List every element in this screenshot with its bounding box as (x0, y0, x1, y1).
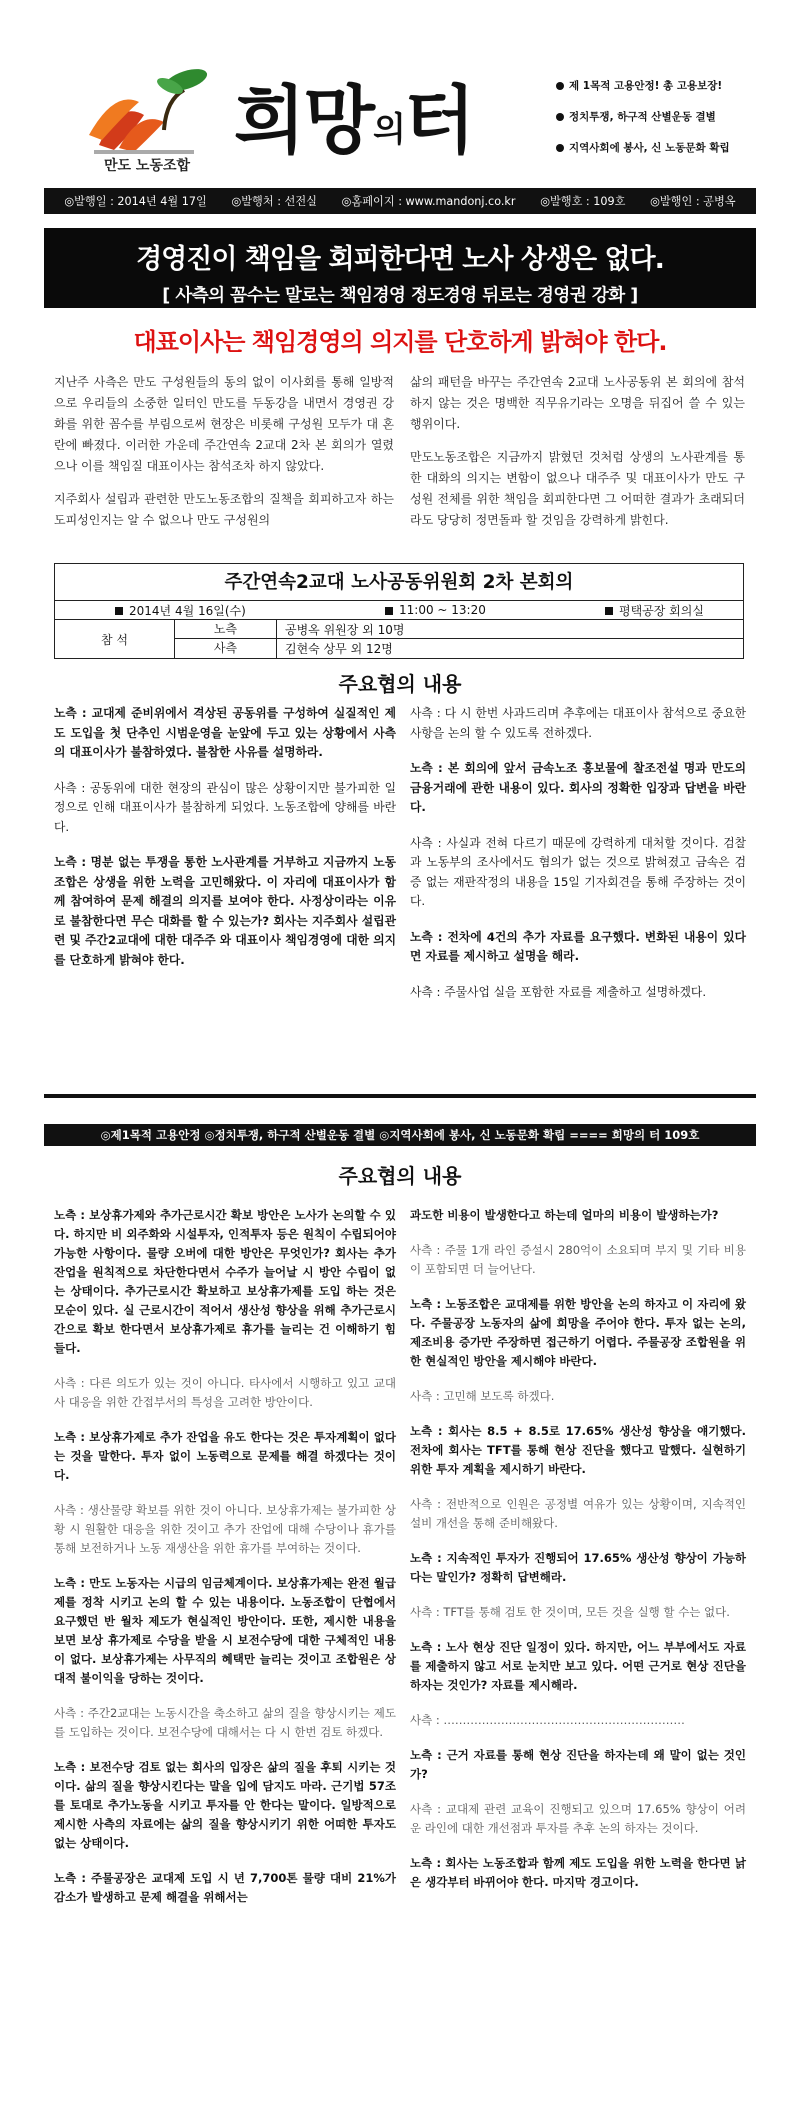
headline: 경영진이 책임을 회피한다면 노사 상생은 없다. (136, 244, 664, 275)
bullet-icon (115, 607, 123, 615)
union-statement: 노측 : 회사는 8.5 + 8.5로 17.65% 생산성 향상을 얘기했다. 전차에 회사는 TFT를 통해 현상 진단을 했다고 말했다. 실현하기 위한 투자 계획을 제시하기 바란다. (410, 1424, 746, 1476)
meeting-info-box (54, 563, 744, 659)
paragraph: 지난주 사측은 만도 구성원들의 동의 없이 이사회를 통해 일방적으로 우리들의 소중한 일터인 만도를 두동강을 내면서 경영권 강화를 위한 꼼수를 부림으로써 현장은 비롯해 구성원 모두가 대 혼란에 빠졌다. 이러한 가운데 주간연속 2교대 2차 본 회의가 열렸으나 이를 책임질 대표이사는 참석조차 하지 않았다. (54, 375, 394, 473)
union-statement: 노측 : 보상휴가제와 추가근로시간 확보 방안은 노사가 논의할 수 있다. 하지만 비 외주화와 시설투자, 인적투자 등은 원칙이 수립되어야 가능한 사항이다. 물량 오버에 대한 방안은 무엇인가? 회사는 추가 잔업을 원칙적으로 차단한다면서 수주가 늘어날 시 방안 수립이 없는 상태이다. 추가근로시간 확보하고 보상휴가제를 도입 하는 것은 모순이 있다. 실 근로시간이 적어서 생산성 향상을 위해 추가근로시간으로 확보 한다면서 보상휴가제로 휴가를 늘리는 건 이해하기 힘들다. (54, 1208, 396, 1355)
union-statement: 노측 : 근거 자료를 통해 현상 진단을 하자는데 왜 말이 없는 것인가? (410, 1748, 746, 1781)
title-part-1: 희망 (234, 78, 373, 164)
section-title: 주요협의 내용 (338, 672, 462, 696)
company-statement: 사측 : 다른 의도가 있는 것이 아니다. 타사에서 시행하고 있고 교대사 대응을 위한 간접부서의 특성을 고려한 방안이다. (54, 1376, 396, 1409)
page-footer-bar: ◎제1목적 고용안정 ◎정치투쟁, 하구적 산별운동 결별 ◎지역사회에 봉사, 신 노동문화 확립 ==== 희망의 터 109호 (44, 1124, 756, 1146)
section1-left-column (54, 704, 396, 986)
slogan-item: 지역사회에 봉사, 신 노동문화 확립 (556, 140, 756, 155)
company-statement: 사측 : ……………………………………………………… (410, 1713, 685, 1727)
paragraph: 삶의 패턴을 바꾸는 주간연속 2교대 노사공동위 본 회의에 참석하지 않는 것은 명백한 직무유기라는 오명을 뒤집어 쓸 수 있는 행위이다. (410, 375, 745, 431)
union-statement: 노측 : 회사는 노동조합과 함께 제도 도입을 위한 노력을 한다면 낡은 생각부터 바뀌어야 한다. 마지막 경고이다. (410, 1856, 746, 1889)
attendee-row: 노측 공병옥 위원장 외 10명 (175, 620, 743, 639)
homepage-link[interactable]: ◎홈페이지 : www.mandonj.co.kr (341, 195, 516, 208)
bullet-icon (556, 82, 564, 90)
union-statement: 노측 : 보전수당 검토 없는 회사의 입장은 삶의 질을 후퇴 시키는 것이다. 삶의 질을 향상시킨다는 말을 입에 담지도 마라. 근기법 57조를 토대로 추가노동을 시키고 투자를 안 한다는 말이다. 일방적으로 제시한 사측의 자료에는 삶의 질을 향상시키기 위한 어떠한 투자도 없는 상태이다. (54, 1760, 396, 1850)
union-statement: 노측 : 전차에 4건의 추가 자료를 요구했다. 변화된 내용이 있다면 자료를 제시하고 설명을 해라. (410, 929, 746, 963)
slogan-list (556, 78, 756, 171)
publisher: ◎발행처 : 선전실 (231, 195, 317, 208)
company-statement: 사측 : 교대제 관련 교육이 진행되고 있으며 17.65% 향상이 어려운 라인에 대한 개선점과 투자를 추후 논의 하자는 것이다. (410, 1802, 746, 1835)
attendees-block (55, 620, 743, 658)
company-statement: 사측 : 주물 1개 라인 증설시 280억이 소요되며 부지 및 기타 비용이 포함되면 더 늘어난다. (410, 1243, 746, 1276)
slogan-item: 정치투쟁, 하구적 산별운동 결별 (556, 109, 756, 124)
paragraph: 지주회사 설립과 관련한 만도노동조합의 질책을 회피하고자 하는 도피성인지는 알 수 없으나 만도 구성원의 (54, 492, 394, 527)
intro-left-column (54, 372, 394, 543)
masthead (44, 50, 756, 188)
union-statement: 노측 : 노사 현상 진단 일정이 있다. 하지만, 어느 부부에서도 자료를 제출하지 않고 서로 눈치만 보고 있다. 어떤 근거로 현상 진단을 하자는 것인가? 자료를 제시해라. (410, 1640, 746, 1692)
headline-subline: [ 사측의 꼼수는 말로는 책임경영 정도경영 뒤로는 경영권 강화 ] (162, 286, 638, 306)
company-statement: 사측 : 생산물량 확보를 위한 것이 아니다. 보상휴가제는 불가피한 상황 시 원활한 대응을 위한 것이고 추가 잔업에 대해 수당이나 휴가를 통해 보전하거나 노동 재생산을 위한 휴가를 부여하는 것이다. (54, 1503, 396, 1555)
union-logo (74, 60, 234, 170)
meeting-place: 평택공장 회의실 (619, 603, 704, 618)
newsletter-title (234, 62, 473, 168)
meeting-schedule-row (55, 601, 743, 620)
union-statement: 노측 : 본 회의에 앞서 금속노조 홍보물에 찰조전설 명과 만도의 금융거래에 관한 내용이 있다. 회사의 정확한 입장과 답변을 바란다. (410, 761, 746, 814)
union-statement: 노측 : 노동조합은 교대제를 위한 방안을 논의 하자고 이 자리에 왔다. 주물공장 노동자의 삶에 희망을 주어야 한다. 투자 없는 논의, 제조비용 증가만 주장하면 접근하기 어렵다. 주물공장 조합원을 위한 현실적인 방안을 제시해야 바란다. (410, 1297, 746, 1368)
meeting-title: 주간연속2교대 노사공동위원회 2차 본회의 (55, 564, 743, 601)
union-statement: 노측 : 지속적인 투자가 진행되어 17.65% 생산성 향상이 가능하다는 말인가? 정확히 답변해라. (410, 1551, 746, 1584)
section-title: 주요협의 내용 (338, 1164, 462, 1188)
title-part-3: 터 (403, 78, 474, 164)
meeting-date: 2014년 4월 16일(수) (129, 603, 246, 618)
publish-date: ◎발행일 : 2014년 4월 17일 (64, 195, 207, 208)
headline-banner (44, 228, 756, 308)
union-statement: 노측 : 만도 노동자는 시급의 임금체계이다. 보상휴가제는 완전 월급제를 정착 시키고 논의 할 수 있는 내용이다. 노동조합이 단협에서 요구했던 반 월차 제도가 현실적인 방안이다. 또한, 제시한 내용을 보면 보상 휴가제로 수당을 받을 시 보전수당에 대한 구체적인 내용이 없다. 보상휴가제는 사무직의 혜택만 늘리는 것이고 조합원은 상대적 불이익을 당하는 것이다. (54, 1576, 396, 1685)
attendees-label: 참 석 (55, 620, 175, 658)
bullet-icon (556, 113, 564, 121)
union-statement: 노측 : 주물공장은 교대제 도입 시 년 7,700톤 물량 대비 21%가 감소가 발생하고 문제 해결을 위해서는 (54, 1871, 396, 1904)
bullet-icon (556, 144, 564, 152)
title-part-2: 의 (372, 110, 404, 150)
company-statement: 사측 : 고민해 보도록 하겠다. (410, 1389, 555, 1403)
red-subheadline: 대표이사는 책임경영의 의지를 단호하게 밝혀야 한다. (133, 328, 667, 356)
union-statement: 노측 : 보상휴가제로 추가 잔업을 유도 한다는 것은 투자계획이 없다는 것을 말한다. 투자 없이 노동력으로 문제를 해결 하겠다는 것이다. (54, 1430, 396, 1482)
page-divider (44, 1094, 756, 1098)
company-statement: 사측 : 주물사업 실을 포함한 자료를 제출하고 설명하겠다. (410, 984, 707, 999)
union-statement: 노측 : 명분 없는 투쟁을 통한 노사관계를 거부하고 지금까지 노동조합은 상생을 위한 노력을 고민해왔다. 이 자리에 대표이사가 함께 참여하여 문제 해결의 의지를 보여야 한다. 사정상이라는 이유로 불참한다면 무슨 대화를 할 수 있는가? 회사는 지주회사 설립관련 및 주간2교대에 대한 대주주 와 대표이사 책임경영에 대한 의지를 단호하게 밝혀야 한다. (54, 855, 396, 967)
issue-number: ◎발행호 : 109호 (540, 195, 626, 208)
union-name: 만도 노동조합 (104, 158, 191, 174)
company-statement: 사측 : 공동위에 대한 현장의 관심이 많은 상황이지만 불가피한 일정으로 인해 대표이사가 불참하게 되었다. 노동조합에 양해를 바란다. (54, 780, 396, 834)
bullet-icon (385, 607, 393, 615)
company-statement: 사측 : 주간2교대는 노동시간을 축소하고 삶의 질을 향상시키는 제도를 도입하는 것이다. 보전수당에 대해서는 다 시 한번 검토 하겠다. (54, 1706, 396, 1739)
company-statement: 사측 : 다 시 한번 사과드리며 추후에는 대표이사 참석으로 중요한 사항을 논의 할 수 있도록 전하겠다. (410, 706, 746, 740)
section2-right-column (410, 1206, 746, 1908)
slogan-item: 제 1목적 고용안정! 총 고용보장! (556, 78, 756, 93)
meeting-time: 11:00 ~ 13:20 (399, 603, 486, 617)
editor: ◎발행인 : 공병옥 (650, 195, 736, 208)
union-statement: 노측 : 교대제 준비위에서 격상된 공동위를 구성하여 실질적인 제도 도입을 첫 단추인 시범운영을 눈앞에 두고 있는 상황에서 사측의 대표이사가 불참하였다. 불참한 사유를 설명하라. (54, 706, 396, 759)
intro-right-column (410, 372, 745, 543)
section1-right-column (410, 704, 746, 1018)
company-statement: 사측 : 전반적으로 인원은 공정별 여유가 있는 상황이며, 지속적인 설비 개선을 통해 준비해왔다. (410, 1497, 746, 1530)
union-statement: 과도한 비용이 발생한다고 하는데 얼마의 비용이 발생하는가? (410, 1208, 719, 1222)
paragraph: 만도노동조합은 지금까지 밝혔던 것처럼 상생의 노사관계를 통한 대화의 의지는 변함이 없으나 대주주 및 대표이사가 만도 구성원 전체를 위한 책임을 회피한다면 그 어떠한 결과가 초래되더라도 당당히 정면돌파 할 것임을 강력하게 밝힌다. (410, 450, 745, 527)
attendee-row: 사측 김현숙 상무 외 12명 (175, 639, 743, 658)
publication-info-bar (44, 188, 756, 214)
bullet-icon (605, 607, 613, 615)
company-statement: 사측 : 사실과 전혀 다르기 때문에 강력하게 대처할 것이다. 검찰과 노동부의 조사에서도 혐의가 없는 것으로 밝혀졌고 금속은 검증 없는 재판작정의 내용을 15일 기자회견을 통해 주장하는 것이다. (410, 835, 746, 908)
company-statement: 사측 : TFT를 통해 검토 한 것이며, 모든 것을 실행 할 수는 없다. (410, 1605, 730, 1619)
section2-left-column (54, 1206, 396, 1923)
